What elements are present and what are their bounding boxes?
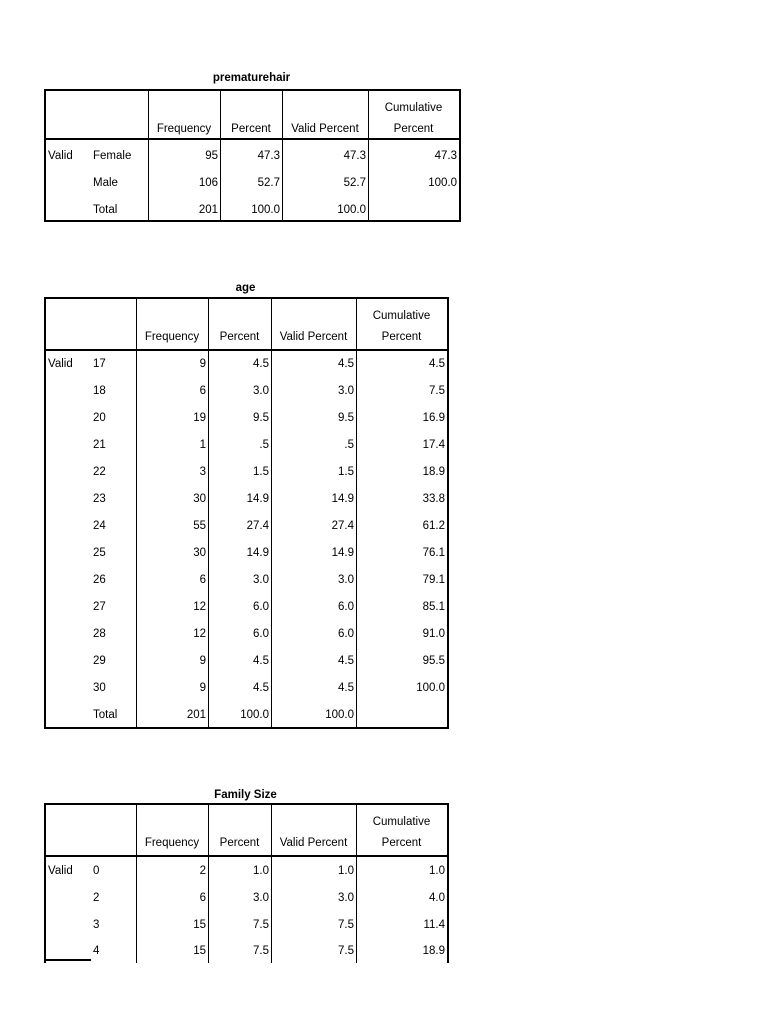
- cell-percent: 14.9: [246, 493, 269, 505]
- cell-frequency: 3: [199, 466, 206, 478]
- cell-valid-percent: 7.5: [338, 945, 354, 957]
- row-label: 29: [93, 655, 106, 667]
- frequency-table-prematurehair: [44, 89, 461, 222]
- cell-cumulative-percent: 4.5: [429, 358, 445, 370]
- cell-valid-percent: 9.5: [338, 412, 354, 424]
- cell-cumulative-percent: 47.3: [434, 150, 457, 162]
- cell-frequency: 15: [193, 945, 206, 957]
- header-valid-percent: Valid Percent: [291, 123, 359, 135]
- cell-frequency: 6: [199, 385, 206, 397]
- cell-cumulative-percent: 16.9: [422, 412, 445, 424]
- header-cumulative: Cumulative: [384, 102, 443, 114]
- cell-valid-percent: 100.0: [325, 709, 354, 721]
- table-header: [46, 299, 447, 351]
- cell-percent: 27.4: [246, 520, 269, 532]
- row-label: 25: [93, 547, 106, 559]
- row-label: 0: [93, 865, 100, 877]
- cell-valid-percent: 6.0: [338, 628, 354, 640]
- cell-frequency: 19: [193, 412, 206, 424]
- cell-percent: 6.0: [253, 628, 269, 640]
- cell-percent: 7.5: [253, 945, 269, 957]
- cell-percent: .5: [259, 439, 269, 451]
- row-label: 28: [93, 628, 106, 640]
- cell-percent: 1.0: [253, 865, 269, 877]
- cell-frequency: 30: [193, 493, 206, 505]
- header-percent: Percent: [231, 123, 271, 135]
- cell-valid-percent: 4.5: [338, 682, 354, 694]
- cell-cumulative-percent: 11.4: [423, 919, 445, 931]
- row-label: 2: [93, 892, 100, 904]
- cell-cumulative-percent: 91.0: [422, 628, 445, 640]
- cell-valid-percent: 3.0: [338, 385, 354, 397]
- group-label-valid: Valid: [48, 150, 73, 162]
- cell-percent: 3.0: [253, 892, 269, 904]
- row-label: 3: [93, 919, 100, 931]
- header-cumulative-percent: Percent: [393, 123, 434, 135]
- cell-cumulative-percent: 95.5: [422, 655, 445, 667]
- cell-percent: 52.7: [257, 177, 280, 189]
- cell-valid-percent: 3.0: [338, 574, 354, 586]
- cell-valid-percent: 7.5: [338, 919, 354, 931]
- row-label: 26: [93, 574, 106, 586]
- cell-frequency: 6: [199, 892, 206, 904]
- cell-valid-percent: 3.0: [338, 892, 354, 904]
- cell-valid-percent: 1.5: [338, 466, 354, 478]
- cell-frequency: 6: [199, 574, 206, 586]
- row-label: 4: [93, 945, 100, 957]
- row-label: 30: [93, 682, 106, 694]
- cell-valid-percent: 4.5: [338, 358, 354, 370]
- cell-percent: 14.9: [246, 547, 269, 559]
- column-divider: [136, 805, 137, 963]
- cell-valid-percent: 1.0: [338, 865, 354, 877]
- row-label: 21: [93, 439, 106, 451]
- cell-valid-percent: 27.4: [331, 520, 354, 532]
- cell-percent: 4.5: [253, 655, 269, 667]
- cell-percent: 7.5: [253, 919, 269, 931]
- group-label-valid: Valid: [48, 358, 73, 370]
- row-label: 18: [93, 385, 106, 397]
- cell-cumulative-percent: 7.5: [429, 385, 445, 397]
- cell-cumulative-percent: 17.4: [422, 439, 445, 451]
- cell-percent: 1.5: [253, 466, 269, 478]
- cell-cumulative-percent: 79.1: [422, 574, 445, 586]
- header-frequency: Frequency: [156, 123, 212, 135]
- cell-cumulative-percent: 61.2: [422, 520, 445, 532]
- frequency-table-family-size: [44, 803, 449, 963]
- row-label: Female: [93, 150, 132, 162]
- cell-percent: 100.0: [240, 709, 269, 721]
- header-frequency: Frequency: [144, 837, 200, 849]
- header-cumulative-percent: Percent: [381, 331, 422, 343]
- header-cumulative: Cumulative: [372, 310, 431, 322]
- row-label: 24: [93, 520, 106, 532]
- group-label-valid: Valid: [48, 865, 73, 877]
- row-label: 22: [93, 466, 106, 478]
- cell-frequency: 12: [193, 601, 206, 613]
- row-label: Total: [93, 709, 118, 721]
- table-title-prematurehair: prematurehair: [212, 72, 291, 84]
- cell-frequency: 9: [199, 682, 206, 694]
- cell-percent: 4.5: [253, 682, 269, 694]
- table-title-age: age: [235, 282, 256, 294]
- row-label: 23: [93, 493, 106, 505]
- header-cumulative-percent: Percent: [381, 837, 422, 849]
- header-percent: Percent: [219, 331, 260, 343]
- cell-frequency: 201: [198, 204, 218, 216]
- header-valid-percent: Valid Percent: [279, 837, 348, 849]
- header-frequency: Frequency: [144, 331, 200, 343]
- frequency-table-age: [44, 297, 449, 729]
- header-percent: Percent: [219, 837, 260, 849]
- cell-cumulative-percent: 100.0: [428, 177, 457, 189]
- cell-valid-percent: 6.0: [338, 601, 354, 613]
- table-header: [46, 805, 447, 857]
- cell-frequency: 12: [193, 628, 206, 640]
- row-label: 17: [93, 358, 106, 370]
- column-divider: [208, 805, 209, 963]
- cell-percent: 100.0: [251, 204, 280, 216]
- column-divider: [271, 805, 272, 963]
- cell-percent: 9.5: [253, 412, 269, 424]
- column-divider: [356, 805, 357, 963]
- cell-cumulative-percent: 85.1: [422, 601, 445, 613]
- cell-cumulative-percent: 33.8: [422, 493, 445, 505]
- cell-cumulative-percent: 18.9: [422, 945, 445, 957]
- cell-percent: 3.0: [253, 385, 269, 397]
- cell-percent: 3.0: [253, 574, 269, 586]
- cell-frequency: 2: [199, 865, 206, 877]
- cell-frequency: 95: [205, 150, 218, 162]
- cell-cumulative-percent: 100.0: [416, 682, 445, 694]
- cell-valid-percent: 4.5: [338, 655, 354, 667]
- header-cumulative: Cumulative: [372, 816, 431, 828]
- cell-cumulative-percent: 1.0: [429, 865, 445, 877]
- row-label: Total: [93, 204, 118, 216]
- header-valid-percent: Valid Percent: [279, 331, 348, 343]
- cell-valid-percent: 47.3: [343, 150, 366, 162]
- table-title-family-size: Family Size: [214, 789, 277, 801]
- cell-valid-percent: .5: [344, 439, 354, 451]
- cell-frequency: 15: [193, 919, 206, 931]
- cell-frequency: 9: [199, 358, 206, 370]
- row-label: 27: [93, 601, 106, 613]
- cell-cumulative-percent: 18.9: [422, 466, 445, 478]
- cell-frequency: 201: [186, 709, 206, 721]
- page-break-underline: [44, 959, 91, 961]
- cell-frequency: 1: [199, 439, 206, 451]
- cell-valid-percent: 14.9: [331, 493, 354, 505]
- cell-frequency: 9: [199, 655, 206, 667]
- cell-frequency: 55: [193, 520, 206, 532]
- cell-cumulative-percent: 4.0: [429, 892, 445, 904]
- cell-percent: 4.5: [253, 358, 269, 370]
- cell-percent: 6.0: [253, 601, 269, 613]
- cell-valid-percent: 100.0: [337, 204, 366, 216]
- cell-frequency: 106: [198, 177, 218, 189]
- row-label: Male: [93, 177, 118, 189]
- row-label: 20: [93, 412, 106, 424]
- cell-valid-percent: 52.7: [343, 177, 366, 189]
- cell-valid-percent: 14.9: [331, 547, 354, 559]
- cell-percent: 47.3: [257, 150, 280, 162]
- cell-frequency: 30: [193, 547, 206, 559]
- cell-cumulative-percent: 76.1: [422, 547, 445, 559]
